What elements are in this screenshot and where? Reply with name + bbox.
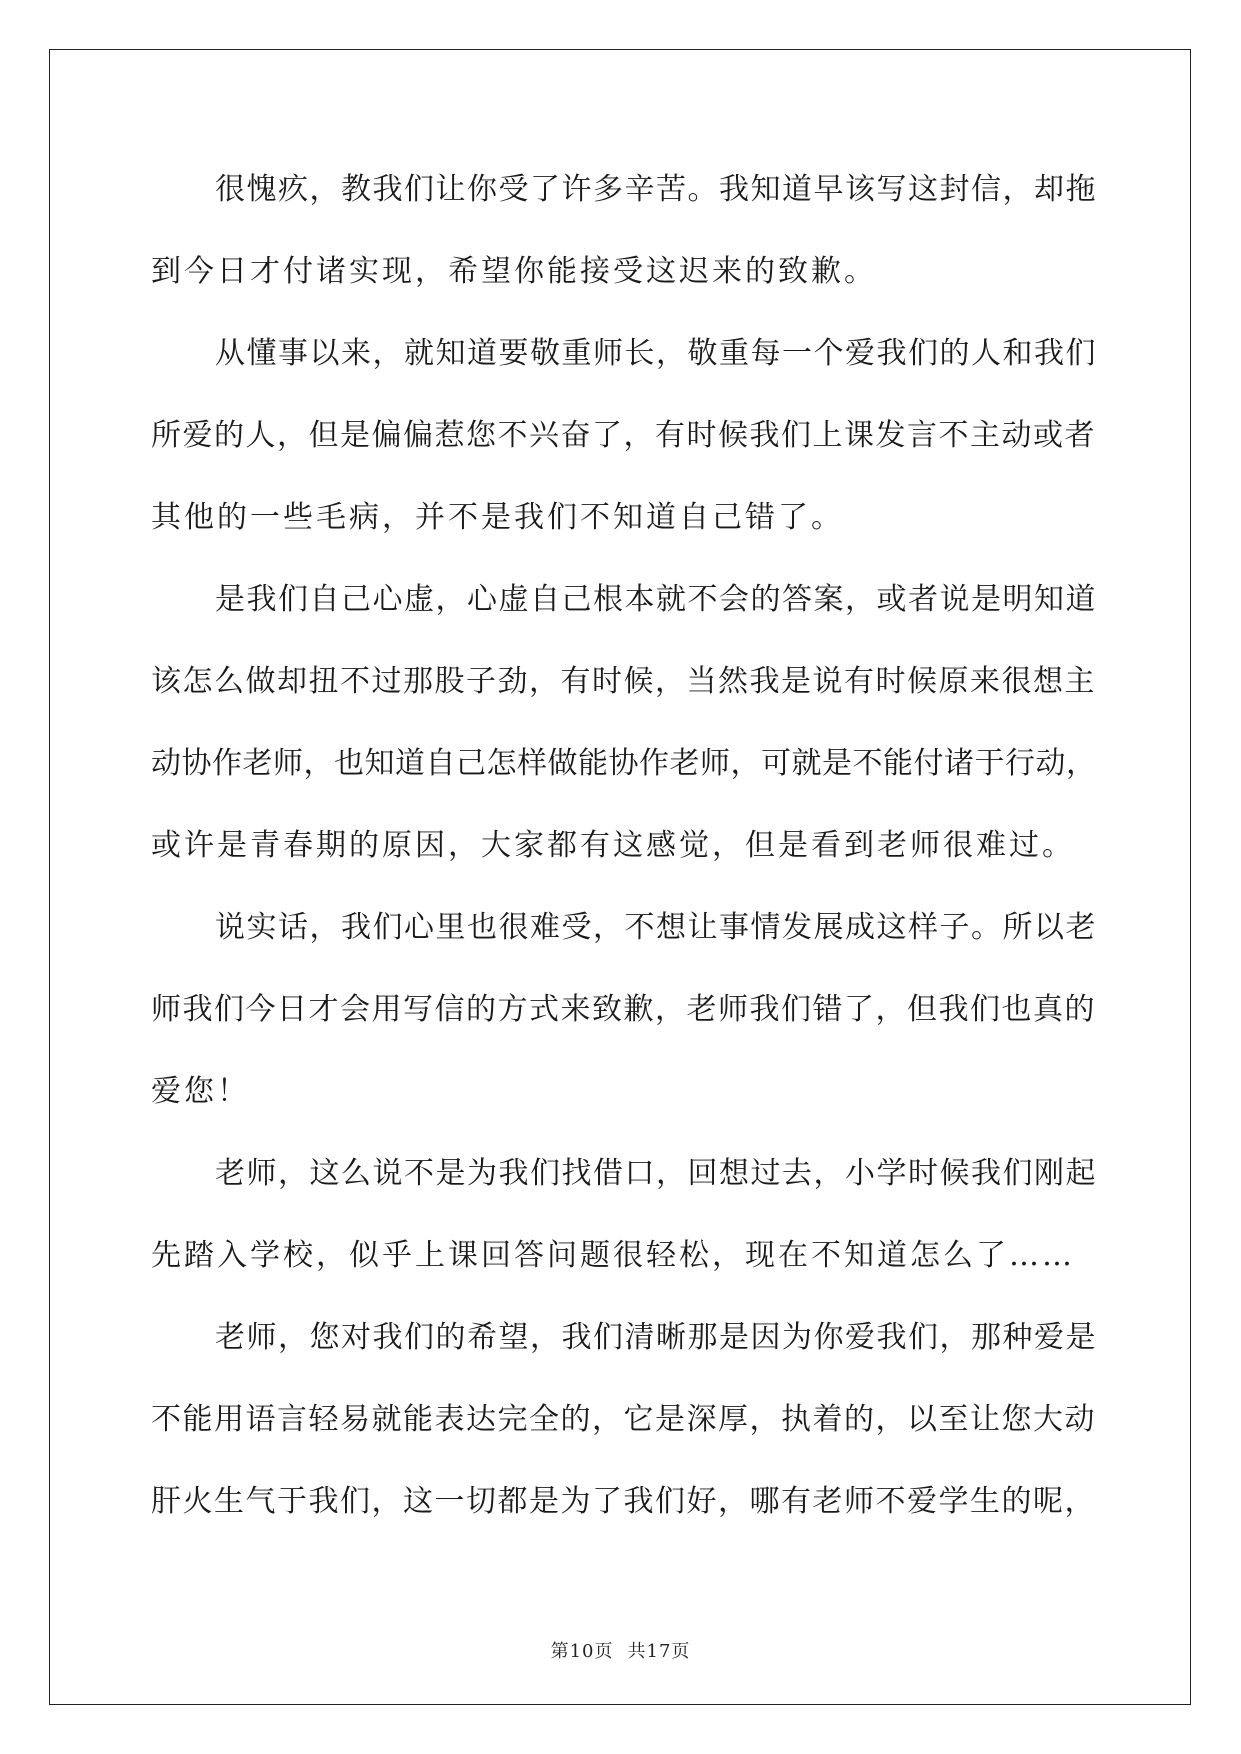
text-line-16: 不能用语言轻易就能表达完全的，它是深厚，执着的，以至让您大动 [151,1402,1096,1437]
text-line-13: 老师，这么说不是为我们找借口，回想过去，小学时候我们刚起 [215,1156,1097,1191]
text-line-8: 动协作老师，也知道自己怎样做能协作老师，可就是不能付诸于行动， [151,746,1097,781]
text-line-14: 先踏入学校，似乎上课回答问题很轻松，现在不知道怎么了…… [151,1238,1075,1273]
text-line-1: 很愧疚，教我们让你受了许多辛苦。我知道早该写这封信，却拖 [215,172,1097,207]
text-line-11: 师我们今日才会用写信的方式来致歉，老师我们错了，但我们也真的 [151,992,1096,1027]
text-line-7: 该怎么做却扭不过那股子劲，有时候，当然我是说有时候原来很想主 [151,664,1096,699]
text-line-17: 肝火生气于我们，这一切都是为了我们好，哪有老师不爱学生的呢， [151,1484,1096,1519]
text-line-15: 老师，您对我们的希望，我们清晰那是因为你爱我们，那种爱是 [215,1320,1097,1355]
page-total: 共17页 [627,1641,691,1662]
text-line-4: 所爱的人，但是偏偏惹您不兴奋了，有时候我们上课发言不主动或者 [151,418,1096,453]
text-line-3: 从懂事以来，就知道要敬重师长，敬重每一个爱我们的人和我们 [215,336,1097,371]
page-footer [0,1637,1241,1663]
text-line-6: 是我们自己心虚，心虚自己根本就不会的答案，或者说是明知道 [215,582,1097,617]
text-line-9: 或许是青春期的原因，大家都有这感觉，但是看到老师很难过。 [151,828,1075,863]
document-body [151,160,1101,1554]
text-line-12: 爱您！ [151,1074,250,1109]
text-line-2: 到今日才付诸实现，希望你能接受这迟来的致歉。 [151,254,877,289]
text-line-5: 其他的一些毛病，并不是我们不知道自己错了。 [151,500,844,535]
page-number: 第10页 [550,1641,614,1662]
text-line-10: 说实话，我们心里也很难受，不想让事情发展成这样子。所以老 [215,910,1097,945]
